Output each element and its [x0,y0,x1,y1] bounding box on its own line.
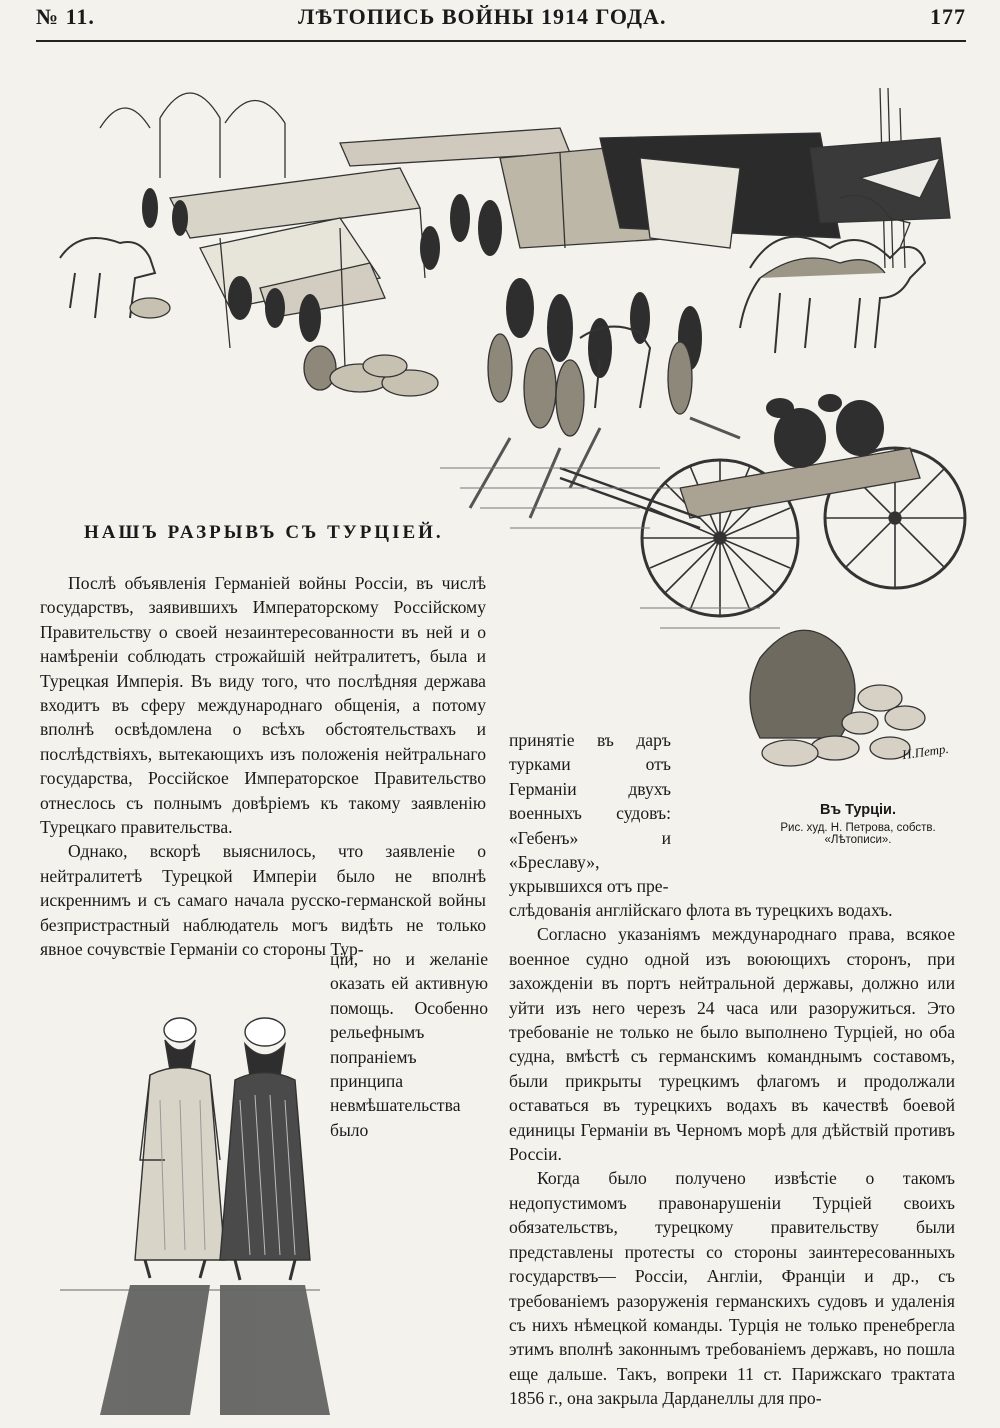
two-figures-illustration [40,1010,340,1420]
journal-title: ЛѢТОПИСЬ ВОЙНЫ 1914 ГОДА. [298,4,667,29]
issue-number: № 11. [36,4,95,29]
caption-credit: Рис. худ. Н. Петрова, собств. [780,822,936,834]
paragraph-5: Когда было получено извѣстіе о такомъ недопустимомъ правонарушеніи Турціей своихъ обязательствъ, турецкому правительству были представлены протесты со стороны заинтересованныхъ государствъ— Россіи, Англіи, Франціи и др., съ требованіемъ разоруженія германскихъ судовъ и удаленія съ нихъ нѣмецкой команды. Турція не только пренебрегла этимъ вполнѣ законнымъ требованіемъ державъ, но пошла еще дальше. Такъ, вопреки 11 ст. Парижскаго трактата 1856 г., она закрыла Дарданеллы для про- [509,1168,955,1409]
column-1-text [40,571,486,962]
two-figures-drawing [40,1010,340,1420]
paragraph-3-start: принятіе въ даръ турками отъ Германіи двухъ военныхъ судовъ: «Гебенъ» и «Бреславу», укрывшихся отъ пре- [509,730,671,897]
artist-signature: Н.Петр. [901,740,950,763]
column-1-continuation [330,947,488,1142]
page-header [36,0,966,42]
paragraph-2: Однако, вскорѣ выяснилось, что заявленіе о нейтралитетѣ Турецкой Имперіи было не вполнѣ искреннимъ и съ самаго начала русско-германской войны безпристрастный наблюдатель могъ видѣть не только явное сочувствіе Германіи со стороны Тур- [40,841,486,960]
column-2-text [509,898,955,1411]
paragraph-2-continuation: ціи, но и желаніе оказать ей активную помощь. Особенно рельефнымъ попраніемъ принципа невмѣшательства было [330,949,488,1140]
page-number: 177 [930,4,966,29]
illustration-caption [736,802,980,846]
column-2-top-text [509,728,671,899]
paragraph-4: Согласно указаніямъ международнаго права, всякое военное судно одной изъ воюющихъ сторонъ, при захожденіи въ портъ нейтральной державы, должно или уйти изъ него черезъ 24 часа или разоружиться. Это требованіе не только не было выполнено Турціей, но оба судна, вмѣстѣ съ германскимъ команднымъ составомъ, были прикрыты турецкимъ флагомъ и продолжали оставаться въ турецкихъ водахъ въ качествѣ боевой единицы Германіи въ Черномъ морѣ для дѣйствій противъ Россіи. [509,924,955,1165]
caption-source: «Лѣтописи». [824,834,892,846]
caption-title: Въ Турціи. [820,802,896,818]
paragraph-1: Послѣ объявленія Германіей войны Россіи, въ числѣ государствъ, заявившихъ Императорскому Россійскому Правительству о своей незаинтересованности въ ней и о намѣреніи соблюдать строжайшій нейтралитетъ, была и Турецкая Имперія. Въ виду того, что послѣдняя держава входитъ въ сферу международнаго общенія, а потому вполнѣ освѣдомлена о всѣхъ обстоятельствахъ и послѣдствіяхъ, вытекающихъ изъ положенія нейтральнаго государства, Россійское Императорское Правительство отнеслось съ полнымъ довѣріемъ къ такому заявленію Турецкаго правительства. [40,573,486,838]
paragraph-3-end: слѣдованія англійскаго флота въ турецкихъ водахъ. [509,900,893,920]
article-title: НАШЪ РАЗРЫВЪ СЪ ТУРЦІЕЙ. [84,522,444,543]
